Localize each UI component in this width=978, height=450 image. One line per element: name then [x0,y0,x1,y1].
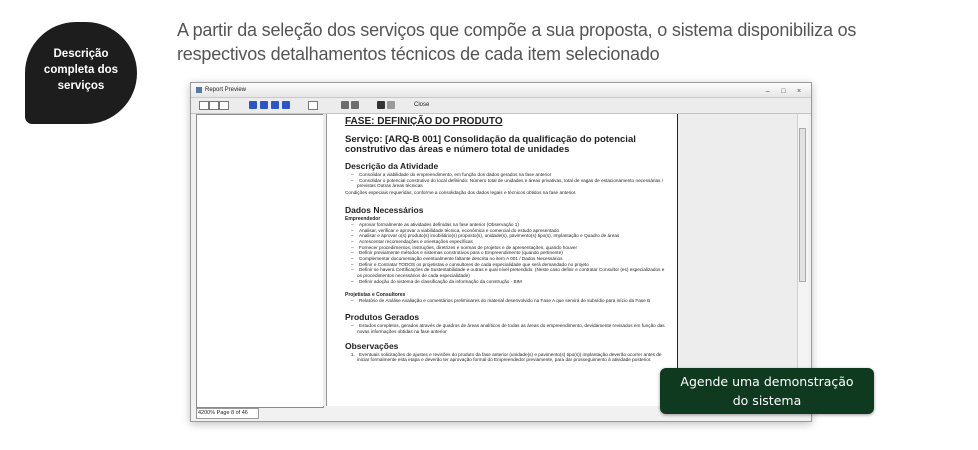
list-item-text: Eventuais solicitações de ajustes e revisões do produto da fase anterior (unidade(s) e pavimento(s) tipo(s)) implantação deverão ocorrer antes de iniciar formalmente esta etapa e deverão ter aprovação formal do Empreendedor previamente, para dar prosseguimento à atividade posterior. [357,351,662,363]
data-heading: Dados Necessários [345,204,424,215]
close-button[interactable]: Close [414,102,430,108]
list-item-text: Analisar, verificar e aprovar a viabilidade técnica, econômica e comercial do estudo apresentado [359,227,560,233]
maximize-button[interactable]: □ [781,88,786,95]
scrollbar-thumb[interactable] [799,128,806,282]
first-page-icon[interactable] [249,101,257,109]
bullet: – [351,323,354,329]
close-window-button[interactable]: × [796,88,802,95]
list-item-text: Aprovar formalmente as atividades definidas na fase anterior (Observação 1) [359,221,519,227]
page-width-icon[interactable] [219,101,229,110]
description-heading: Descrição da Atividade [345,161,439,171]
bullet: – [351,227,354,233]
list-item-text: Definir e Contratar TODOS os projetistas e consultores de cada especialidade que será demandado no projeto [359,261,589,267]
list-item-text: Estudos completos, gerados através de quadros de áreas analíticos de todas as áreas do empreendimento, devidamente revisados em função das novas informações obtidas na fase anterior [357,323,665,334]
service-heading: Serviço: [ARQ-B 001] Consolidação da qualificação do potencial construtivo das áreas e número total de unidades [345,134,636,155]
cta-line-2: do sistema [732,393,802,408]
bullet: – [351,244,354,250]
bullet: – [351,256,354,262]
data-subheading: Empreendedor [345,215,381,222]
vertical-scrollbar[interactable] [797,114,808,406]
outline-panel[interactable] [196,114,324,408]
badge-line-3: serviços [57,80,105,92]
badge-line-2: completa dos [43,64,119,76]
report-toolbar [191,98,811,114]
list-item [351,298,669,304]
bullet: – [351,278,354,284]
list-item-text: Relatório de Análise Avaliação e comentários preliminares do material desenvolvido na Fase A que servirá de subsídio para início da Fase B [359,297,651,303]
next-page-icon[interactable] [271,101,279,109]
list-item-text: Acrescentar recomendações e orientações específicas [359,238,473,244]
list-item-text: Definir adoção do sistema de classificação da informação da construção - BIM [359,278,522,284]
bullet: – [351,297,354,303]
list-item-text: Complementar documentação eventualmente faltante descrita no item A 001 / Dados Necessários [359,256,563,262]
status-bar: 4200% Page 8 of 46 [196,408,259,419]
previous-page-icon[interactable] [260,101,268,109]
bullet: – [351,177,354,183]
list-item-text: Definir se haverá Certificações de Sustentabilidade e outras e qual nível pretendido. (Neste caso definir e contratar Consultor (es) especializados e os procedimentos necessários de cada especialidade) [357,267,665,279]
bullet: – [351,267,354,273]
bullet: – [351,233,354,239]
bullet: – [351,238,354,244]
list-item [351,267,669,278]
phase-heading: FASE: DEFINIÇÃO DO PRODUTO [345,116,503,127]
list-item [351,178,669,189]
consultants-list [341,298,669,304]
headline [177,18,877,66]
list-item-text: Analisar e aprovar o(s) produto(s) imobiliário(s) proposto(s), unidade(s), pavimento(s) tipo(s), Implantação e Quadro de áreas [359,233,620,239]
bullet: – [351,250,354,256]
goto-page-icon[interactable] [308,101,318,110]
bullet: – [351,261,354,267]
list-item [351,352,669,363]
list-item-text: Consolidar o potencial construtivo do local definindo: Número total de unidades e áreas privativas, total de vagas de estacionamento necessárias / previstas Outras áreas técnicas [357,177,664,189]
observations-list [341,352,669,363]
open-icon[interactable] [387,101,395,109]
window-titlebar [191,83,811,98]
headline-line-2: respectivos detalhamentos técnicos de cada item selecionado [177,44,660,64]
list-item [351,279,669,285]
page-view[interactable] [323,114,797,406]
two-page-icon[interactable] [209,101,219,110]
description-note: Condições especiais requeridas, conforme a consolidação dos dados legais e técnicos obtidos na fase anterior. [345,190,577,196]
print-icon[interactable] [341,101,349,109]
bullet: – [351,172,354,177]
list-item-text: Fornecer procedimentos, instruções, diretrizes e normas de projetos e de apresentações, quando houver [359,244,578,250]
window-title: Report Preview [205,87,247,93]
minimize-button[interactable]: – [765,88,770,95]
window-controls [760,85,805,99]
single-page-icon[interactable] [199,101,209,110]
products-list [341,323,669,334]
consultants-subheading: Projetistas e Consultores [345,291,406,298]
cta-line-1: Agende uma demonstração [680,374,854,389]
report-page [326,114,678,406]
list-item-text: Consolidar a viabilidade do empreendimento, em função dos dados gerados na fase anterior [359,172,552,177]
last-page-icon[interactable] [282,101,290,109]
headline-line-1: A partir da seleção dos serviços que compõe a sua proposta, o sistema disponibiliza os [177,20,857,40]
schedule-demo-button[interactable] [660,368,874,414]
data-list [341,222,669,285]
list-item [351,323,669,334]
bullet: – [351,221,354,227]
description-list [341,172,669,189]
save-icon[interactable] [377,101,385,109]
app-icon [196,87,202,93]
bullet: 1. [351,351,355,357]
print-setup-icon[interactable] [351,101,359,109]
products-heading: Produtos Gerados [345,312,420,323]
description-badge [25,22,137,124]
observations-heading: Observações [345,340,399,351]
badge-line-1: Descrição [53,48,109,60]
list-item-text: Definir previamente métodos e sistemas construtivos para o Empreendimento (quando pertinente) [359,250,563,256]
